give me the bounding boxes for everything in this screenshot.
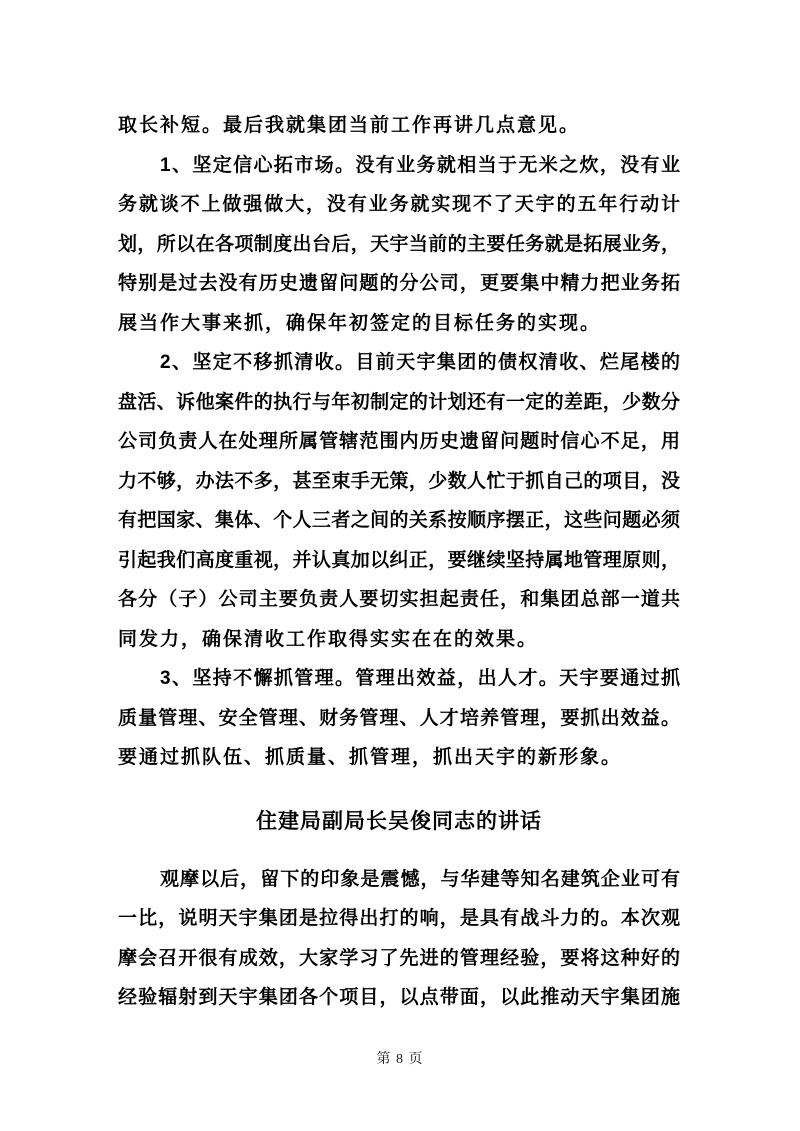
text-line: 3、坚持不懈抓管理。管理出效益，出人才。天宇要通过抓 xyxy=(160,668,680,689)
paragraph xyxy=(118,659,680,778)
text-line: 力不够，办法不多，甚至束手无策，少数人忙于抓自己的项目，没 xyxy=(118,470,680,492)
text-line: 观摩以后，留下的印象是震憾，与华建等知名建筑企业可有 xyxy=(160,868,680,890)
text-line: 摩会召开很有成效，大家学习了先进的管理经验，要将这种好的 xyxy=(118,947,680,969)
text-line: 引起我们高度重视，并认真加以纠正，要继续坚持属地管理原则， xyxy=(118,549,680,571)
paragraph xyxy=(118,343,680,659)
text-line: 有把国家、集体、个人三者之间的关系按顺序摆正，这些问题必须 xyxy=(118,510,680,531)
text-line: 要通过抓队伍、抓质量、抓管理，抓出天宇的新形象。 xyxy=(118,747,623,768)
text-line: 各分（子）公司主要负责人要切实担起责任，和集团总部一道共 xyxy=(118,589,680,610)
page-footer-text: 第 8 页 xyxy=(376,1052,424,1067)
section-heading: 住建局副局长吴俊同志的讲话 xyxy=(256,809,542,833)
text-line: 务就谈不上做强做大，没有业务就实现不了天宇的五年行动计 xyxy=(118,194,680,215)
paragraph xyxy=(118,146,680,344)
paragraph xyxy=(118,860,680,1018)
paragraph xyxy=(118,106,680,146)
text-line: 取长补短。最后我就集团当前工作再讲几点意见。 xyxy=(118,115,581,136)
text-line: 1、坚定信心拓市场。没有业务就相当于无米之炊，没有业 xyxy=(160,154,680,176)
text-line: 一比，说明天宇集团是拉得出打的响，是具有战斗力的。本次观 xyxy=(118,908,680,929)
text-line: 经验辐射到天宇集团各个项目，以点带面，以此推动天宇集团施 xyxy=(118,987,680,1008)
text-line: 特别是过去没有历史遗留问题的分公司，更要集中精力把业务拓 xyxy=(118,273,680,294)
text-line: 盘活、诉他案件的执行与年初制定的计划还有一定的差距，少数分 xyxy=(118,391,680,413)
text-line: 划，所以在各项制度出台后，天宇当前的主要任务就是拓展业务， xyxy=(118,233,680,255)
page-footer xyxy=(0,1048,800,1068)
text-line: 同发力，确保清收工作取得实实在在的效果。 xyxy=(118,628,539,650)
text-line: 公司负责人在处理所属管辖范围内历史遗留问题时信心不足，用 xyxy=(118,431,680,452)
text-line: 2、坚定不移抓清收。目前天宇集团的债权清收、烂尾楼的 xyxy=(160,352,680,373)
document-body xyxy=(118,106,680,1018)
text-line: 质量管理、安全管理、财务管理、人才培养管理，要抓出效益。 xyxy=(118,707,680,729)
text-line: 展当作大事来抓，确保年初签定的目标任务的实现。 xyxy=(118,312,602,334)
